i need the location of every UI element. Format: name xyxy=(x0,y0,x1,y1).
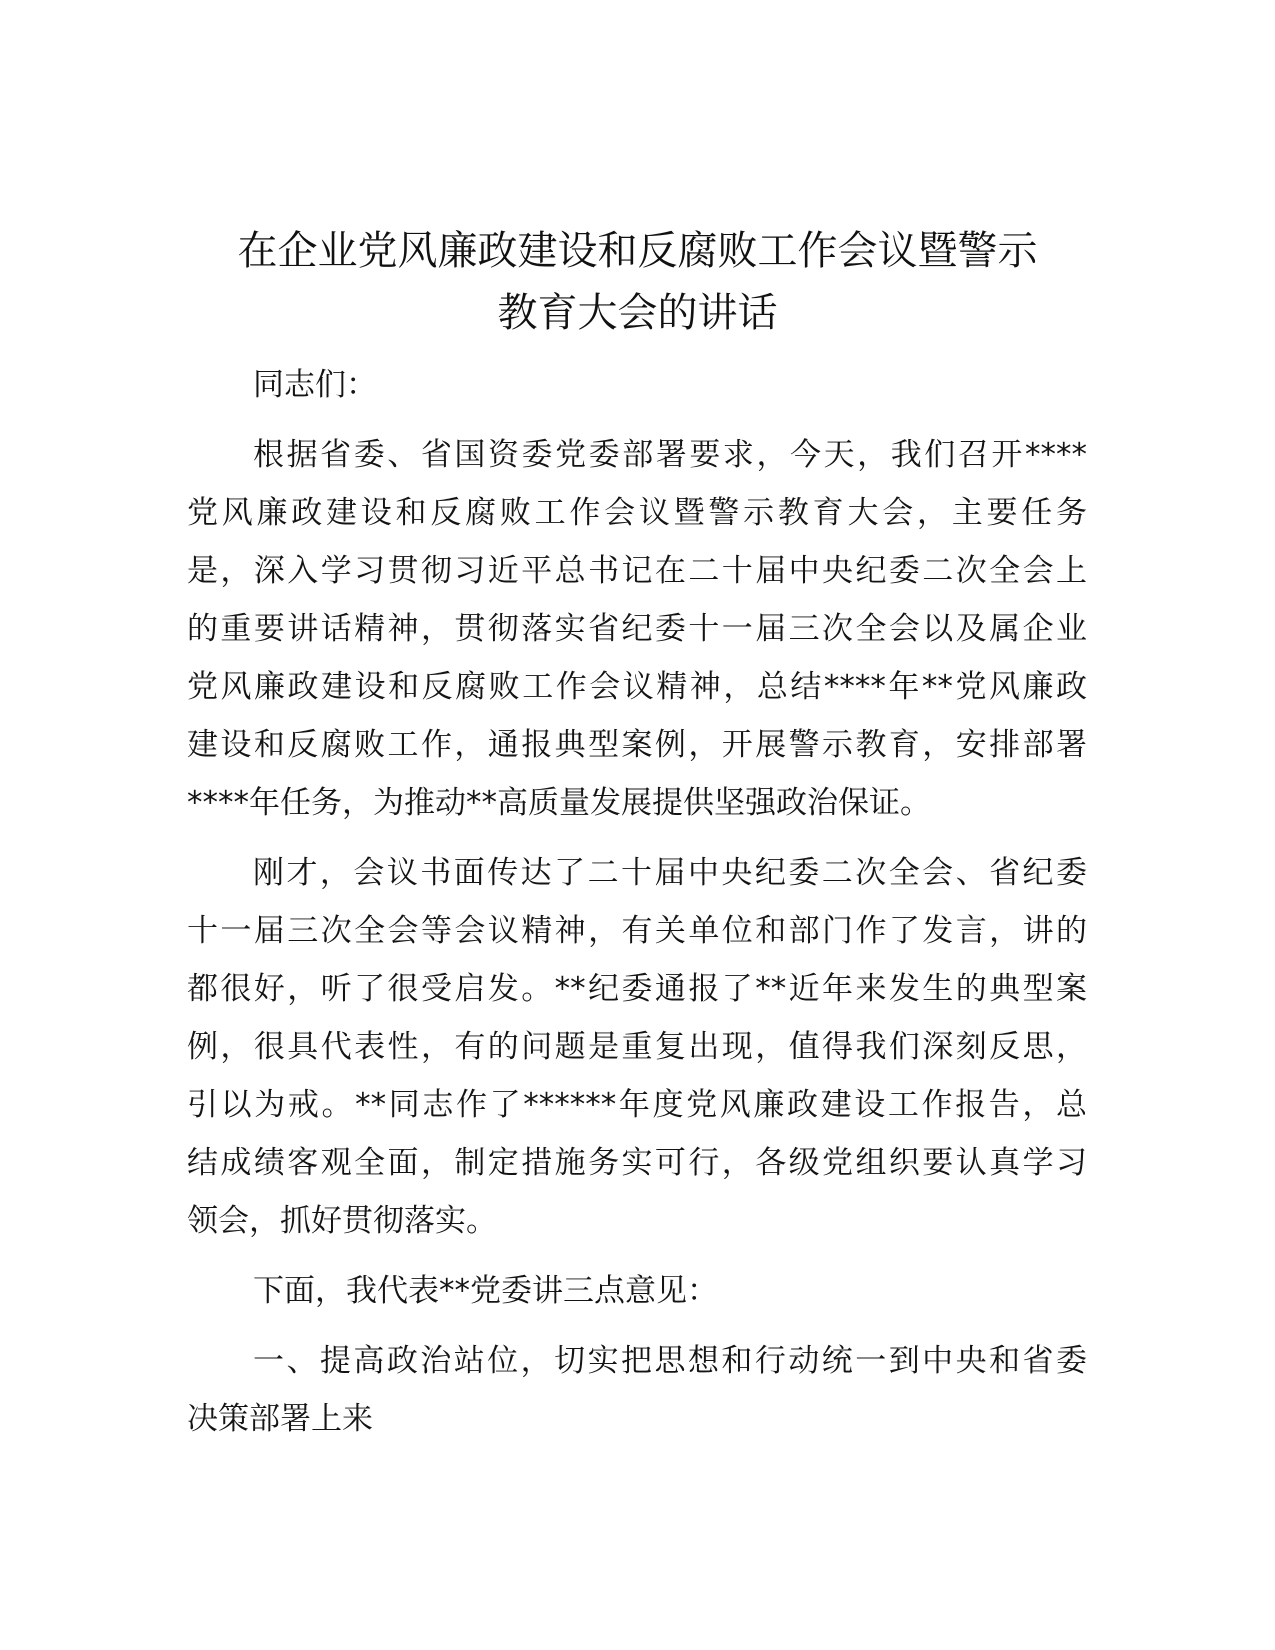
paragraph-line: 引以为戒。**同志作了******年度党风廉政建设工作报告，总 xyxy=(187,1087,1087,1123)
paragraph-meeting-purpose xyxy=(187,426,1087,832)
paragraph-line: 结成绩客观全面，制定措施务实可行，各级党组织要认真学习 xyxy=(187,1145,1087,1181)
paragraph-line: 是，深入学习贯彻习近平总书记在二十届中央纪委二次全会上 xyxy=(187,553,1087,589)
paragraph-line: 决策部署上来 xyxy=(187,1401,373,1437)
document-title xyxy=(170,220,1105,344)
paragraph-line: 的重要讲话精神，贯彻落实省纪委十一届三次全会以及属企业 xyxy=(187,611,1087,647)
paragraph-line: 都很好，听了很受启发。**纪委通报了**近年来发生的典型案 xyxy=(187,971,1087,1007)
paragraph-line: 一、提高政治站位，切实把思想和行动统一到中央和省委 xyxy=(253,1343,1087,1379)
paragraph-line: 十一届三次全会等会议精神，有关单位和部门作了发言，讲的 xyxy=(187,913,1087,949)
paragraph-line: 党风廉政建设和反腐败工作会议暨警示教育大会，主要任务 xyxy=(187,495,1087,531)
paragraph-line: 党风廉政建设和反腐败工作会议精神，总结****年**党风廉政 xyxy=(187,669,1087,705)
paragraph-salutation xyxy=(187,356,1087,414)
document-body xyxy=(187,356,1087,1460)
paragraph-line: ****年任务，为推动**高质量发展提供坚强政治保证。 xyxy=(187,785,931,821)
paragraph-line: 领会，抓好贯彻落实。 xyxy=(187,1203,497,1239)
paragraph-line: 建设和反腐败工作，通报典型案例，开展警示教育，安排部署 xyxy=(187,727,1087,763)
paragraph-meeting-review xyxy=(187,844,1087,1250)
paragraph-line: 同志们： xyxy=(253,367,377,403)
paragraph-line: 刚才，会议书面传达了二十届中央纪委二次全会、省纪委 xyxy=(253,855,1087,891)
paragraph-line: 根据省委、省国资委党委部署要求，今天，我们召开**** xyxy=(253,437,1087,473)
paragraph-line: 例，很具代表性，有的问题是重复出现，值得我们深刻反思， xyxy=(187,1029,1087,1065)
paragraph-line: 下面，我代表**党委讲三点意见： xyxy=(253,1273,718,1309)
title-line-2: 教育大会的讲话 xyxy=(497,290,778,336)
section-heading-1 xyxy=(187,1332,1087,1448)
title-line-1: 在企业党风廉政建设和反腐败工作会议暨警示 xyxy=(237,228,1038,274)
paragraph-transition xyxy=(187,1262,1087,1320)
